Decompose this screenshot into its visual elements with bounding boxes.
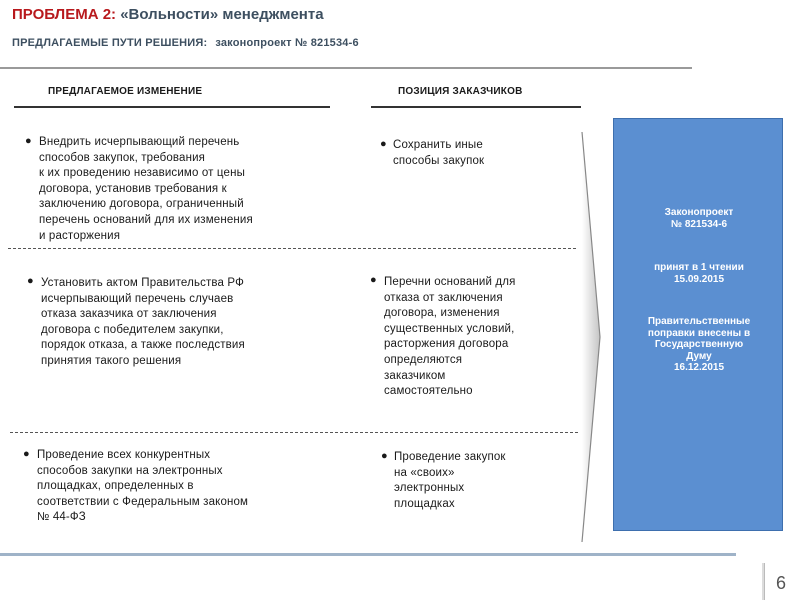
text-line: Сохранить иные [393, 139, 483, 151]
text-line: исчерпывающий перечень случаев [41, 292, 234, 305]
column-header-customer-position: ПОЗИЦИЯ ЗАКАЗЧИКОВ [398, 86, 523, 97]
text-line: площадках, определенных в [37, 480, 194, 493]
text-line: электронных [394, 482, 465, 495]
text-line: принятия такого решения [41, 354, 182, 367]
text-line: существенных условий, [384, 322, 515, 335]
row-divider [10, 432, 578, 433]
text-line: к их проведению независимо от цены [39, 167, 245, 180]
text-line: соответствии с Федеральным законом [37, 495, 249, 508]
row-1-customer-position [393, 138, 484, 169]
row-3-customer-position [394, 450, 506, 512]
bullet: ● [380, 138, 387, 150]
row-1-proposed-change [39, 135, 253, 244]
text-line: на «своих» [394, 466, 455, 479]
text-line: Установить актом Правительства РФ [41, 277, 245, 289]
text-line: Проведение закупок [394, 451, 506, 463]
text-line: Внедрить исчерпывающий перечень [39, 136, 240, 148]
row-divider [8, 248, 576, 249]
text-line: способов закупок, требования [39, 151, 206, 164]
chevron-arrow-icon [580, 132, 606, 542]
row-3-proposed-change [37, 448, 248, 526]
slide-subtitle [12, 37, 359, 49]
text-line: способов закупки на электронных [37, 464, 223, 477]
text-line: Проведение всех конкурентных [37, 449, 211, 461]
title-prefix: ПРОБЛЕМА 2: [12, 6, 117, 23]
legislation-status-panel [613, 118, 783, 531]
column-header-proposed-change: ПРЕДЛАГАЕМОЕ ИЗМЕНЕНИЕ [48, 86, 203, 97]
text-line: заказчиком [384, 369, 446, 382]
text-line: Перечни оснований для [384, 276, 516, 288]
title-text: «Вольности» менеджмента [116, 6, 324, 23]
text-line: способы закупок [393, 154, 485, 167]
column-header-underline-right [371, 106, 581, 108]
first-reading-text: принят в 1 чтении 15.09.2015 [654, 262, 744, 285]
amendments-text: Правительственные поправки внесены в Государственную Думу 16.12.2015 [647, 316, 751, 374]
subtitle-bill: законопроект № 821534-6 [215, 37, 359, 49]
text-line: отказа от заключения [384, 291, 503, 304]
text-line: площадках [394, 497, 455, 510]
text-line: расторжения договора [384, 338, 509, 351]
row-2-proposed-change [41, 276, 245, 370]
row-2-customer-position [384, 275, 516, 400]
text-line: договора с победителем закупки, [41, 323, 224, 336]
bullet: ● [381, 450, 388, 462]
text-line: самостоятельно [384, 385, 473, 398]
slide-title [12, 6, 324, 23]
page-number: 6 [776, 573, 787, 593]
header-divider [0, 67, 692, 69]
text-line: № 44-ФЗ [37, 511, 86, 524]
subtitle-label: ПРЕДЛАГАЕМЫЕ ПУТИ РЕШЕНИЯ: [12, 37, 208, 49]
text-line: договора, установив требования к [39, 182, 227, 195]
text-line: заключению договора, ограниченный [39, 198, 244, 211]
column-header-underline-left [14, 106, 330, 108]
text-line: перечень оснований для их изменения [39, 213, 253, 226]
text-line: договора, изменения [384, 307, 500, 320]
text-line: и расторжения [39, 229, 121, 242]
bill-number-text: Законопроект № 821534-6 [664, 207, 734, 230]
text-line: отказа заказчика от заключения [41, 308, 217, 321]
bullet: ● [25, 135, 32, 147]
text-line: определяются [384, 353, 463, 366]
bullet: ● [23, 448, 30, 460]
footer-divider [764, 563, 765, 600]
bullet: ● [370, 274, 377, 286]
text-line: порядок отказа, а также последствия [41, 339, 245, 352]
bullet: ● [27, 275, 34, 287]
footer-bar [0, 553, 736, 556]
